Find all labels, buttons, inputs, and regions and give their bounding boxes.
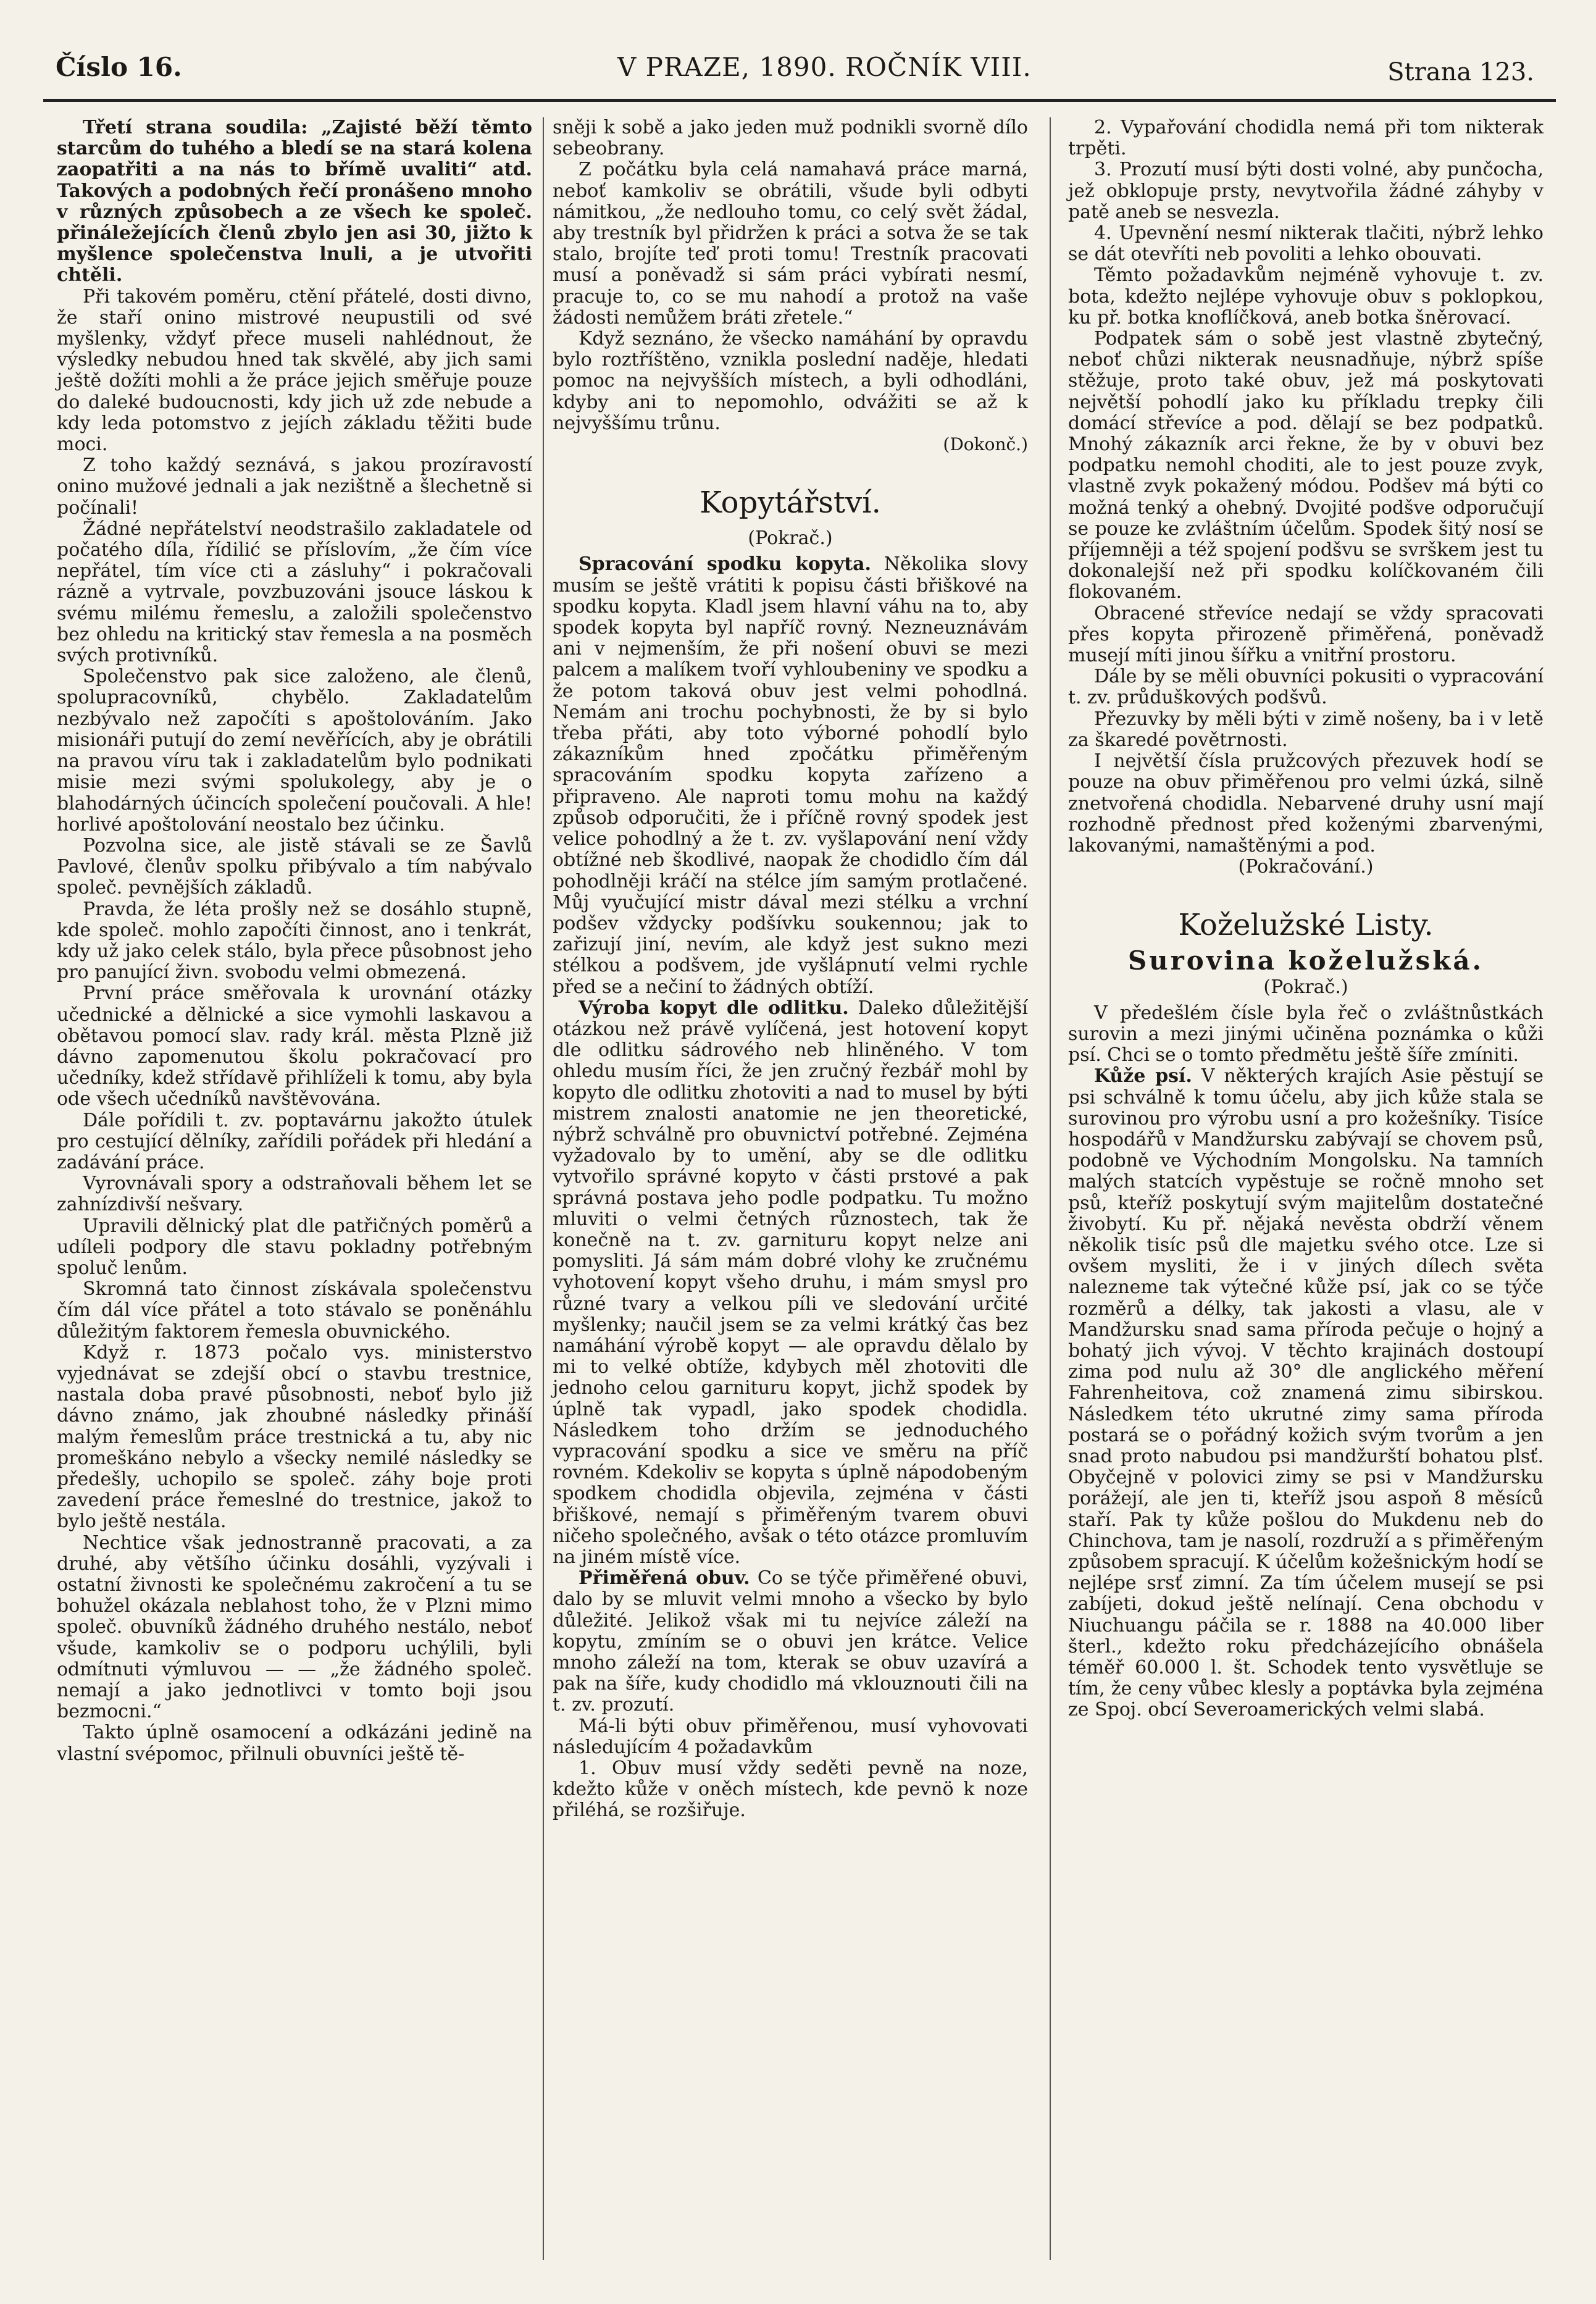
issue-place-year: V PRAZE, 1890. ROČNÍK VIII. — [617, 52, 1032, 82]
continuation-note: (Pokračování.) — [1238, 856, 1374, 878]
issue-number: Číslo 16. — [56, 52, 182, 82]
paragraph: Dále pořídili t. zv. poptavárnu jakožto útulek pro cestující dělníky, zařídili pořádek při hledání a zadávání práce. — [57, 1109, 532, 1173]
paragraph: Pravda, že léta prošly než se dosáhlo stupně, kde společ. mohlo započíti činnost, ano i tenkrát, kdy už jako celek stálo, byla přece působnost jeho pro panující živn. svobodu velmi obmezená. — [57, 898, 532, 984]
paragraph: 3. Prozutí musí býti dosti volné, aby punčocha, jež obklopuje prsty, nevytvořila žádné záhyby v patě aneb se nesvezla. — [1068, 159, 1544, 223]
paragraph: 1. Obuv musí vždy seděti pevně na noze, kdežto kůže v oněch místech, kde pevnö k noze přiléhá, se rozšiřuje. — [553, 1757, 1028, 1822]
paragraph: 4. Upevnění nesmí nikterak tlačiti, nýbrž lehko se dát otevříti neb povoliti a lehko obouvati. — [1068, 222, 1544, 266]
paragraph: 2. Vypařování chodidla nemá při tom nikterak trpěti. — [1068, 117, 1544, 160]
paragraph: Společenstvo pak sice založeno, ale členů, spolupracovníků, chybělo. Zakladatelům nezbývalo než započíti s apoštolováním. Jako misionáři putují do zemí nevěřících, aby je obrátili na pravou víru tak i zakladatelům bylo podnikati misie mezi svými spolukolegy, aby je o blahodárných účincích společení poučovali. A hle! horlivé apoštolování neostalo bez účinku. — [57, 666, 532, 836]
paragraph: Nechtice však jednostranně pracovati, a za druhé, aby většího účinku dosáhli, vyzývali i ostatní živnosti ke společnému zakročení a tu se bohužel okázala neblahost toho, že v Plzni mimo společ. obuvníků žádného druhého nestálo, neboť všude, kamkoliv se o podporu uchýlili, byli odmítnuti výmluvou — — „že žádného společ. nemají a jako jednotlivci v tomto boji jsou bezmocni.“ — [57, 1531, 532, 1723]
article-title: Kopytářství. — [700, 485, 881, 521]
paragraph: Má-li býti obuv přiměřenou, musí vyhovovati následujícím 4 požadavkům — [553, 1715, 1028, 1758]
page-header — [56, 52, 1534, 101]
paragraph: Pozvolna sice, ale jistě stávali se ze Šavlů Pavlové, členův spolku přibývalo a tím nabývalo společ. pevnějších základů. — [57, 834, 532, 899]
paragraph: Přezuvky by měli býti v zimě nošeny, ba i v letě za škaredé povětrnosti. — [1068, 708, 1544, 751]
paragraph: Třetí strana soudila: „Zajisté běží těmto starcům do tuhého a bledí se na stará kolena zaopatřiti a na nás to břímě uvaliti“ atd. Takových a podobných řečí pronášeno mnoho v různých způsobech a ze všech ke společ. přináležejících členů zbylo jen asi 30, jižto k myšlence společenstva lnuli, a je utvořiti chtěli. — [57, 117, 532, 287]
paragraph: sněji k sobě a jako jeden muž podnikli svorně dílo sebeobrany. — [553, 117, 1028, 160]
paragraph: Skromná tato činnost získávala společenstvu čím dál více přátel a toto stávalo se poněnáhlu důležitým faktorem řemesla obuvnického. — [57, 1278, 532, 1343]
paragraph: Z počátku byla celá namahavá práce marná, neboť kamkoliv se obrátili, všude byli odbyti námitkou, „že nedlouho tomu, co celý svět žádal, aby trestník byl přidržen k práci a sotva že se tak stalo, brojíte teď proti tomu! Trestník pracovati musí a poněvadž si sám práci vybírati nesmí, pracuje to, co se mu nahodí a protož na vaše žádosti nemůžem bráti zřetele.“ — [553, 159, 1028, 329]
column-divider — [543, 117, 544, 2260]
paragraph: Z toho každý seznává, s jakou prozíravostí onino mužové jednali a jak nezištně a šlechetně si počínali! — [57, 455, 532, 519]
paragraph: Žádné nepřátelství neodstrašilo zakladatele od počatého díla, řídilić se příslovím, „že čím více nepřátel, tím více cti a zásluhy“ i pokračovali rázně a vytrvale, povzbuzováni jsouce láskou k svému milému řemeslu, a založili společenstvo bez ohledu na kritický stav řemesla a na posměch svých protivníků. — [57, 517, 532, 667]
column-divider — [1050, 117, 1051, 2260]
continued-note: (Pokrač.) — [1263, 976, 1348, 998]
paragraph: Upravili dělnický plat dle patřičných poměrů a udíleli podpory dle stavu pokladny potřebným spoluč lenům. — [57, 1215, 532, 1279]
subheading: Přiměřená obuv. — [579, 1567, 750, 1590]
paragraph: Několika slovy musím se ještě vrátiti k popisu části břiškové na spodku kopyta. Kladl jsem hlavní váhu na to, aby spodek kopyta byl napříč rovný. Nezneuznávám ani v nejmenším, že při nošení obuvi se mezi palcem a malíkem tvoří vyhloubeniny ve spodku a že potom taková obuv jest velmi pohodlná. Nemám ani trochu pochybnosti, že by si bylo třeba přáti, aby toto výborné pohodlí bylo zákazníkům hned zpočátku přiměřeným spracováním spodku kopyta zařízeno a připraveno. Ale naproti tomu mohu na každý způsob odporučiti, že i příčně rovný spodek jest velice pohodlný a že t. zv. vyšlapování není vždy obtížné neb škodlivé, naopak že chodidlo čím dál pohodlněji kráčí na stélce jím samým protlačené. Můj vyučující mistr dával mezi stélku a vrchní podšev vždycky podšívku soukennou; jak to zařizují jiní, nevím, ale když jest sukno mezi stélkou a podšvem, jde vyšlápnutí velmi rychle před se a nečiní to žádných obtíží. — [553, 553, 1028, 998]
page-number: Strana 123. — [1387, 58, 1534, 86]
to-be-concluded: (Dokonč.) — [943, 434, 1028, 455]
paragraph: Daleko důležitější otázkou než právě vylíčená, jest hotovení kopyt dle odlitku sádrového neb hliněného. V tom ohledu musím říci, že jen zručný řezbář mohl by kopyto dle odlitku zhotoviti a nad to musel by býti mistrem znalosti anatomie ne jen theoretické, nýbrž schválně pro obuvnictví potřebné. Zejména vyžadovalo by to umění, aby se dle odlitku vytvořilo správné kopyto v části prstové a pak správná postava jeho podle podpatku. Tu možno mluviti o velmi četných různostech, tak že konečně na t. zv. garnituru kopyt nelze ani pomysliti. Já sám mám dobré vlohy ke zručnému vyhotovení kopyt všeho druhu, i mám smysl pro různé tvary a velkou píli ve sledování určité myšlenky; naučil jsem se za velmi krátký čas bez namáhání výrobě kopyt — ale opravdu dělalo by mi to velké obtíže, kdybych měl zhotoviti dle jednoho celou garnituru kopyt, jichž spodek by úplně tak vypadl, jako spodek chodidla. Následkem toho držím se jednoduchého vypracování spodku a sice ve směru na příč rovném. Kdekoliv se kopyta s úplně nápodobeným spodkem chodidla objevila, zejména v části břiškové, nemají s přiměřeným tvarem obuvi ničeho společného, avšak o této otázce promluvím na jiném místě více. — [553, 997, 1028, 1568]
paragraph: V některých krajích Asie pěstují se psi schválně k tomu účelu, aby jich kůže stala se surovinou pro výrobu usní a pro kožešníky. Tisíce hospodářů v Mandžursku zabývají se chovem psů, podobně ve Východním Mongolsku. Na tamních malých statcích vypěstuje se ročně mnoho set psů, kteříž poskytují svým majitelům dostatečné živobytí. Ku př. nějaká nevěsta obdrží věnem několik tisíc psů dle majetku svého otce. Lze si ovšem mysliti, že i v jiných dílech světa nalezneme tak výtečné kůže psí, jak co se týče rozměrů a délky, tak jakosti a vlasu, ale v Mandžursku snad sama příroda pečuje o hojný a bohatý jich vývoj. V těchto krajinách dostoupí zima pod nulu až 30° dle anglického měření Fahrenheitova, což znamená zimu sibirskou. Následkem této ukrutné zimy sama příroda postará se o pořádný kožich svým tvorům a jen snad proto nabudou psi mandžurští bohatou plsť. Obyčejně v polovici zimy se psi v Mandžursku porážejí, ale jen ti, kteříž jsou aspoň 8 měsíců staří. Pak ty kůže pošlou do Mukdenu neb do Chinchova, tam je nasolí, rozdruží a s přiměřeným způsobem spracují. K účelům kožešnickým hodí se nejlépe srsť zimní. Za tím účelem musejí se psi zabíjeti, dokud ještě nelínají. Cena obchodu v Niuchuangu páčila se r. 1888 na 40.000 liber šterl., kdežto roku předcházejícího obnášela téměř 60.000 l. št. Schodek tento vysvětluje se tím, že ceny vůbec klesly a poptávka byla zejména ze Spoj. obcí Severoamerických velmi slabá. — [1068, 1065, 1544, 1721]
header-rule — [43, 99, 1556, 102]
paragraph: Při takovém poměru, ctění přátelé, dosti divno, že staří onino mistrové neupustili od své myšlenky, vždyť přece museli nahlédnout, že výsledky nebudou hned tak skvělé, aby jich sami ještě dožíti mohli a že práce jejich směřuje pouze do daleké budoucnosti, kdy jich už zde nebude a kdy leda potomstvo z jejích základu těžiti bude moci. — [57, 285, 532, 456]
paragraph: První práce směřovala k urovnání otázky učednické a dělnické a sice vymohli laskavou a obětavou pomocí slav. rady král. města Plzně již dávno zapomenutou školu pokračovací pro učedníky, kdež střídavě přihlíželi k tomu, aby byla ode všech učedníků navštěvována. — [57, 982, 532, 1110]
column-1 — [57, 117, 532, 1765]
paragraph: Když seznáno, že všecko namáhání by opravdu bylo roztříštěno, vznikla poslední naděje, hledati pomoc na nejvyšších místech, a byli odhodláni, kdyby ani to nepomohlo, odvážiti se až k nejvyššímu trůnu. — [553, 328, 1028, 434]
paragraph: Podpatek sám o sobě jest vlastně zbytečný, neboť chůzi nikterak neusnadňuje, nýbrž spíše stěžuje, proto také obuv, jež má poskytovati největší pohodlí jako ku příkladu trepky čili domácí střevíce a pod. dělají se bez podpatků. Mnohý zákazník arci řekne, že by v obuvi bez podpatku nemohl choditi, ale to jest pouze zvyk, vlastně zvyk pokažený módou. Podšev má býti co možná tenký a ohebný. Dvojité podšve odporučují se pouze ke zvláštním účelům. Spodek šitý nosí se příjemněji a též spojení podšvu se svrškem jest tu dokonalejší než při spodku kolíčkovaném čili flokovaném. — [1068, 328, 1544, 603]
column-2 — [553, 117, 1028, 1822]
paragraph: Vyrovnávali spory a odstraňovali během let se zahnízdivší nešvary. — [57, 1173, 532, 1216]
continued-note: (Pokrač.) — [748, 527, 833, 550]
paragraph: Dále by se měli obuvníci pokusiti o vypracování t. zv. průduškových podšvů. — [1068, 666, 1544, 709]
subheading: Kůže psí. — [1094, 1065, 1192, 1087]
paragraph: V předešlém čísle byla řeč o zvláštnůstkách surovin a mezi jinými učiněna poznámka o kůži psí. Chci se o tomto předmětu ještě šíře zmíniti. — [1068, 1002, 1544, 1066]
section-title: Surovina koželužská. — [1127, 945, 1484, 976]
article-title: Koželužské Listy. — [1178, 908, 1434, 943]
paragraph: Obracené střevíce nedají se vždy spracovati přes kopyta přirozeně přiměřená, poněvadž musejí míti jinou šířku a vnitřní prostoru. — [1068, 602, 1544, 667]
paragraph: Takto úplně osamocení a odkázáni jedině na vlastní svépomoc, přilnuli obuvníci ještě tě- — [57, 1722, 532, 1765]
subheading: Spracování spodku kopyta. — [579, 553, 871, 576]
paragraph: Těmto požadavkům nejméně vyhovuje t. zv. bota, kdežto nejlépe vyhovuje obuv s poklopkou, ku př. botka knoflíčková, aneb botka šněrovací. — [1068, 264, 1544, 329]
column-3 — [1068, 117, 1544, 1721]
paragraph: Když r. 1873 počalo vys. ministerstvo vyjednávat se zdejší obcí o stavbu trestnice, nastala doba pravé působnosti, neboť bylo již dávno známo, jak zhoubné následky přináší malým řemeslům práce trestnická a tu, aby nic promeškáno nebylo a všecky nemilé následky se předešly, uchopilo se společ. záhy boje proti zavedení práce řemeslné do trestnice, jakož to bylo ještě nestála. — [57, 1341, 532, 1533]
paragraph: Co se týče přiměřené obuvi, dalo by se mluvit velmi mnoho a všecko by bylo důležité. Jelikož však mi tu nejvíce záleží na kopytu, zmíním se o obuvi jen krátce. Velice mnoho záleží na tom, kterak se obuv uzavírá a pak na šíře, kudy chodidlo má vklouznouti čili na t. zv. prozutí. — [553, 1567, 1028, 1716]
subheading: Výroba kopyt dle odlitku. — [579, 997, 849, 1019]
paragraph: I největší čísla pružcových přezuvek hodí se pouze na obuv přiměřenou pro velmi úzká, silně znetvořená chodidla. Nebarvené druhy usní mají rozhodně přednost před koženými zbarvenými, lakovanými, namaštěnými a pod. — [1068, 750, 1544, 857]
